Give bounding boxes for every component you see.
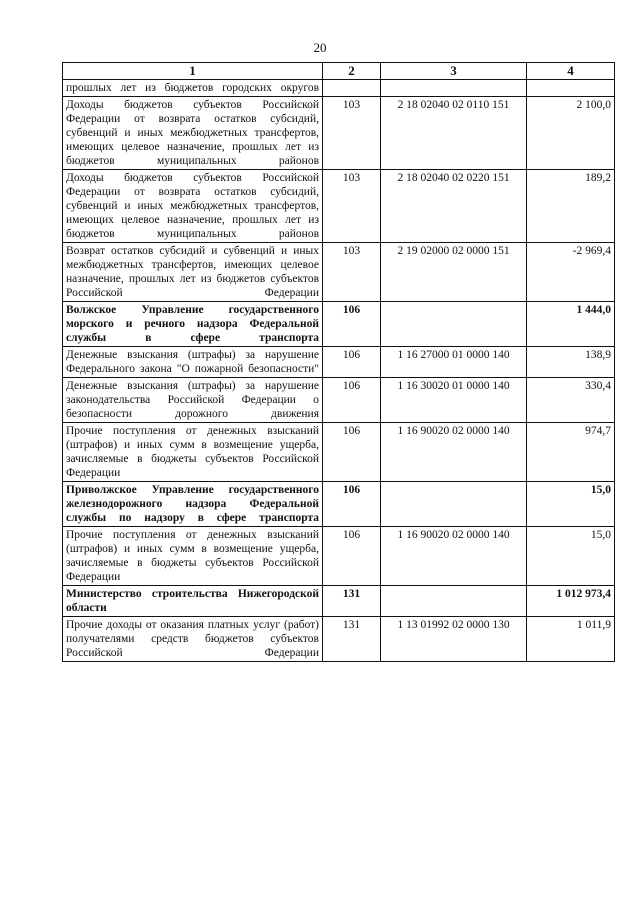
row-amount: 1 012 973,4 <box>527 586 615 617</box>
row-kbk: 1 16 90020 02 0000 140 <box>381 423 527 482</box>
row-name: Денежные взыскания (штрафы) за нарушение законодательства Российской Федерации о безопасности дорожного движения <box>63 378 323 423</box>
row-code: 106 <box>323 527 381 586</box>
table-header-row <box>63 63 615 80</box>
row-code: 106 <box>323 378 381 423</box>
table-row <box>63 617 615 662</box>
table-row-section <box>63 586 615 617</box>
row-code: 106 <box>323 482 381 527</box>
row-kbk <box>381 586 527 617</box>
table-row <box>63 423 615 482</box>
row-code: 103 <box>323 97 381 170</box>
table-row-section <box>63 482 615 527</box>
header-col-3: 3 <box>381 63 527 80</box>
table-row <box>63 243 615 302</box>
row-code: 103 <box>323 243 381 302</box>
row-name: Волжское Управление государственного морского и речного надзора Федеральной службы в сфере транспорта <box>63 302 323 347</box>
row-code: 106 <box>323 302 381 347</box>
row-amount: 974,7 <box>527 423 615 482</box>
table-row <box>63 97 615 170</box>
table-row <box>63 170 615 243</box>
row-amount: 1 444,0 <box>527 302 615 347</box>
header-col-2: 2 <box>323 63 381 80</box>
row-name: Прочие поступления от денежных взысканий (штрафов) и иных сумм в возмещение ущерба, зачисляемые в бюджеты субъектов Российской Федерации <box>63 423 323 482</box>
row-name: Доходы бюджетов субъектов Российской Федерации от возврата остатков субсидий, субвенций и иных межбюджетных трансфертов, имеющих целевое назначение, прошлых лет из бюджетов муниципальных районов <box>63 97 323 170</box>
row-name: Возврат остатков субсидий и субвенций и иных межбюджетных трансфертов, имеющих целевое назначение, прошлых лет из бюджетов субъектов Российской Федерации <box>63 243 323 302</box>
row-code: 103 <box>323 170 381 243</box>
row-code: 106 <box>323 423 381 482</box>
row-kbk: 2 18 02040 02 0220 151 <box>381 170 527 243</box>
row-kbk: 1 16 27000 01 0000 140 <box>381 347 527 378</box>
row-name: Прочие доходы от оказания платных услуг (работ) получателями средств бюджетов субъектов Российской Федерации <box>63 617 323 662</box>
row-kbk <box>381 302 527 347</box>
table-row-section <box>63 302 615 347</box>
table-row <box>63 378 615 423</box>
header-col-4: 4 <box>527 63 615 80</box>
row-code: 131 <box>323 617 381 662</box>
table-row <box>63 347 615 378</box>
row-amount: 2 100,0 <box>527 97 615 170</box>
row-amount: 15,0 <box>527 482 615 527</box>
row-kbk: 1 13 01992 02 0000 130 <box>381 617 527 662</box>
row-kbk: 1 16 30020 01 0000 140 <box>381 378 527 423</box>
row-code <box>323 80 381 97</box>
row-code: 131 <box>323 586 381 617</box>
row-amount: 138,9 <box>527 347 615 378</box>
table-row <box>63 80 615 97</box>
row-name: Доходы бюджетов субъектов Российской Федерации от возврата остатков субсидий, субвенций и иных межбюджетных трансфертов, имеющих целевое назначение, прошлых лет из бюджетов муниципальных районов <box>63 170 323 243</box>
row-kbk <box>381 482 527 527</box>
row-kbk: 2 18 02040 02 0110 151 <box>381 97 527 170</box>
revenue-table <box>62 62 615 662</box>
row-name: Денежные взыскания (штрафы) за нарушение Федерального закона "О пожарной безопасности" <box>63 347 323 378</box>
row-name: Министерство строительства Нижегородской области <box>63 586 323 617</box>
row-amount: 1 011,9 <box>527 617 615 662</box>
row-code: 106 <box>323 347 381 378</box>
row-amount <box>527 80 615 97</box>
row-name: прошлых лет из бюджетов городских округов <box>63 80 323 97</box>
table-row <box>63 527 615 586</box>
row-kbk: 2 19 02000 02 0000 151 <box>381 243 527 302</box>
row-kbk: 1 16 90020 02 0000 140 <box>381 527 527 586</box>
row-name: Приволжское Управление государственного железнодорожного надзора Федеральной службы по надзору в сфере транспорта <box>63 482 323 527</box>
row-amount: 189,2 <box>527 170 615 243</box>
row-kbk <box>381 80 527 97</box>
row-amount: -2 969,4 <box>527 243 615 302</box>
row-amount: 330,4 <box>527 378 615 423</box>
page-number: 20 <box>313 40 327 55</box>
row-amount: 15,0 <box>527 527 615 586</box>
header-col-1: 1 <box>63 63 323 80</box>
row-name: Прочие поступления от денежных взысканий (штрафов) и иных сумм в возмещение ущерба, зачисляемые в бюджеты субъектов Российской Федерации <box>63 527 323 586</box>
